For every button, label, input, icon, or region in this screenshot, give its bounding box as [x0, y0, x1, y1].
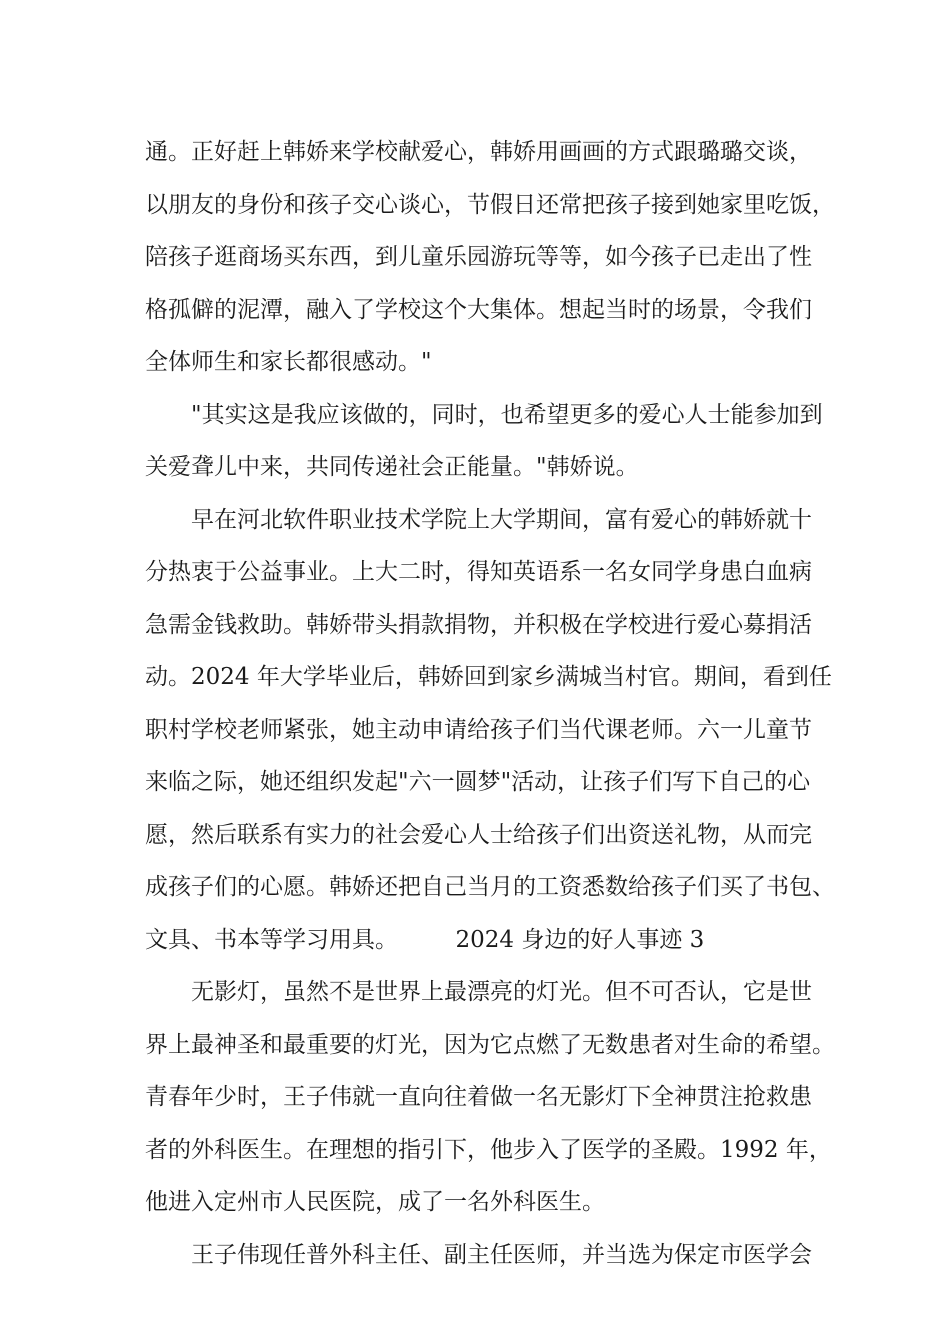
text-line: 早在河北软件职业技术学院上大学期间，富有爱心的韩娇就十 — [145, 506, 812, 533]
text-line: 关爱聋儿中来，共同传递社会正能量。"韩娇说。 — [145, 454, 639, 480]
text-line: 界上最神圣和最重要的灯光，因为它点燃了无数患者对生命的希望。 — [145, 1031, 835, 1058]
text-line: 青春年少时，王子伟就一直向往着做一名无影灯下全神贯注抢救患 — [145, 1084, 812, 1110]
text-line: 无影灯，虽然不是世界上最漂亮的灯光。但不可否认，它是世 — [145, 979, 812, 1005]
text-line: 来临之际，她还组织发起"六一圆梦"活动，让孩子们写下自己的心 — [145, 769, 811, 795]
text-line: 职村学校老师紧张，她主动申请给孩子们当代课老师。六一儿童节 — [145, 716, 812, 743]
text-line: 愿，然后联系有实力的社会爱心人士给孩子们出资送礼物，从而完 — [145, 821, 812, 848]
text-line: 以朋友的身份和孩子交心谈心，节假日还常把孩子接到她家里吃饭， — [145, 191, 835, 218]
text-line: 者的外科医生。在理想的指引下，他步入了医学的圣殿。1992 年， — [145, 1136, 832, 1163]
text-line: 急需金钱救助。韩娇带头捐款捐物，并积极在学校进行爱心募捐活 — [145, 611, 812, 638]
text-line: 动。2024 年大学毕业后，韩娇回到家乡满城当村官。期间，看到任 — [145, 664, 832, 690]
text-line: 通。正好赶上韩娇来学校献爱心，韩娇用画画的方式跟璐璐交谈， — [145, 139, 812, 165]
text-line: "其实这是我应该做的，同时，也希望更多的爱心人士能参加到 — [145, 401, 823, 428]
text-line: 全体师生和家长都很感动。" — [145, 349, 432, 375]
text-line: 成孩子们的心愿。韩娇还把自己当月的工资悉数给孩子们买了书包、 — [145, 874, 835, 900]
text-line: 文具、书本等学习用具。 2024 身边的好人事迹 3 — [145, 926, 705, 953]
text-line: 王子伟现任普外科主任、副主任医师，并当选为保定市医学会 — [145, 1241, 812, 1268]
text-line: 陪孩子逛商场买东西，到儿童乐园游玩等等，如今孩子已走出了性 — [145, 244, 812, 270]
text-line: 他进入定州市人民医院，成了一名外科医生。 — [145, 1189, 605, 1215]
document-body — [145, 130, 835, 1285]
text-line: 格孤僻的泥潭，融入了学校这个大集体。想起当时的场景，令我们 — [145, 296, 812, 323]
text-line: 分热衷于公益事业。上大二时，得知英语系一名女同学身患白血病 — [145, 559, 812, 585]
